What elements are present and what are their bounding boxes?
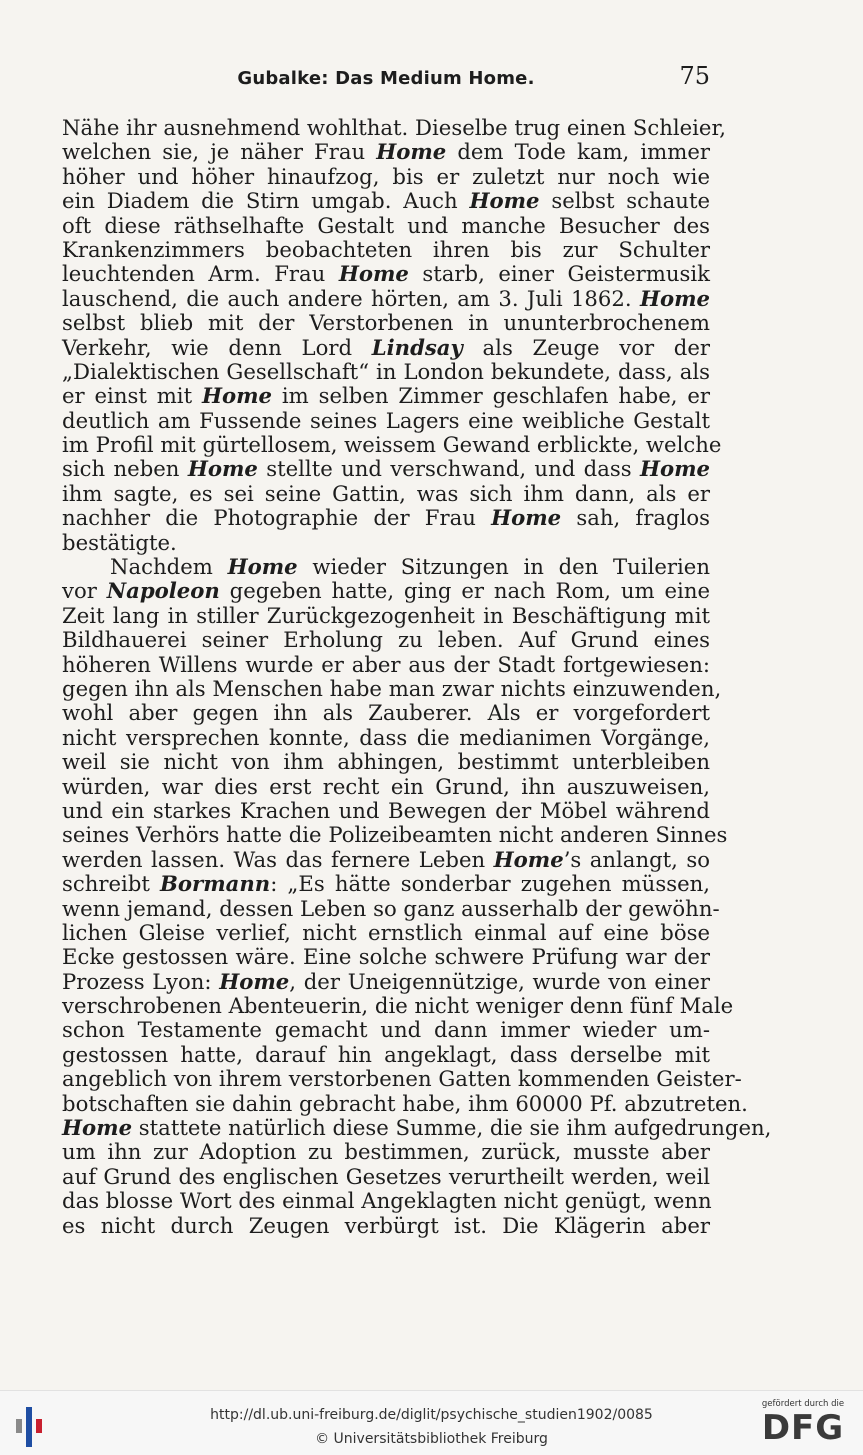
text-line	[62, 262, 710, 286]
name-emphasis: Home	[227, 554, 298, 580]
text-run: höher und höher hinaufzog, bis er zuletzt nur noch wie	[62, 163, 710, 189]
text-run: gegeben hatte, ging er nach Rom, um eine	[219, 578, 710, 604]
text-line	[62, 115, 727, 140]
text-run: es nicht durch Zeugen verbürgt ist. Die Klägerin aber	[62, 1212, 710, 1238]
name-emphasis: Home	[219, 968, 290, 994]
text-line	[62, 1090, 748, 1116]
text-run: ihm sagte, es sei seine Gattin, was sich ihm dann, als er	[62, 480, 710, 506]
text-run: sah, fraglos	[561, 505, 710, 531]
text-run: nachher die Photographie der Frau	[62, 505, 492, 531]
text-line	[62, 360, 710, 384]
text-line	[62, 872, 710, 896]
text-run: lichen Gleise verlief, nicht ernstlich einmal auf eine böse	[62, 919, 710, 945]
text-run: deutlich am Fussende seines Lagers eine weibliche Gestalt	[62, 407, 710, 433]
text-run: gestossen hatte, darauf hin angeklagt, dass derselbe mit	[62, 1041, 710, 1067]
text-line	[62, 1165, 710, 1189]
text-run: weil sie nicht von ihm abhingen, bestimmt unterbleiben	[62, 749, 710, 775]
text-run: „Dialektischen Gesellschaft“ in London bekundete, dass, als	[62, 358, 710, 384]
text-run: Verkehr, wie denn Lord	[62, 334, 372, 360]
text-line	[62, 750, 710, 774]
text-run: angeblich von ihrem verstorbenen Gatten kommenden Geister-	[62, 1066, 742, 1092]
name-emphasis: Home	[201, 383, 273, 409]
text-run: würden, war dies erst recht ein Grund, ihn auszuweisen,	[62, 773, 710, 799]
text-run: und ein starkes Krachen und Bewegen der Möbel während	[62, 797, 710, 823]
text-run: welchen sie, je näher Frau	[62, 139, 377, 165]
text-line	[62, 336, 710, 360]
text-run: botschaften sie dahin gebracht habe, ihm 60000 Pf. abzutreten.	[62, 1090, 748, 1116]
name-emphasis: Bormann	[160, 871, 271, 897]
text-run: Ecke gestossen wäre. Eine solche schwere Prüfung war der	[62, 944, 710, 970]
text-line	[62, 628, 710, 652]
viewer-footer	[0, 1390, 863, 1455]
text-line	[62, 726, 710, 750]
text-run: bestätigte.	[62, 529, 177, 555]
text-run: als Zeuge vor der	[462, 334, 710, 360]
text-run: im Profil mit gürtellosem, weissem Gewand erblickte, welche	[62, 432, 722, 458]
text-line	[62, 799, 710, 823]
name-emphasis: Home	[469, 188, 540, 214]
dfg-logo-text: DFG	[761, 1408, 845, 1448]
text-line	[62, 1140, 710, 1164]
text-run: dem Tode kam, immer	[446, 139, 710, 165]
name-emphasis: Home	[187, 456, 258, 482]
text-line	[62, 653, 710, 677]
text-run: nicht versprechen konnte, dass die medianimen Vorgänge,	[62, 724, 710, 750]
text-line	[62, 1018, 710, 1042]
text-line	[62, 701, 710, 725]
text-line	[62, 993, 734, 1019]
text-line	[62, 384, 710, 408]
text-run: wohl aber gegen ihn als Zauberer. Als er vorgefordert	[62, 700, 710, 726]
text-run: Krankenzimmers beobachteten ihren bis zur Schulter	[62, 236, 710, 262]
footer-copyright: © Universitätsbibliothek Freiburg	[315, 1431, 548, 1447]
text-run: Prozess Lyon:	[62, 968, 220, 994]
text-run: stellte und verschwand, und dass	[257, 456, 640, 482]
text-line	[62, 1066, 742, 1092]
text-line	[62, 822, 728, 848]
text-run: um ihn zur Adoption zu bestimmen, zurück, musste aber	[62, 1139, 710, 1165]
text-line	[62, 409, 710, 433]
body-text	[62, 115, 772, 1238]
name-emphasis: Home	[493, 846, 564, 872]
text-run: schon Testamente gemacht und dann immer wieder um-	[62, 1017, 710, 1043]
text-line	[62, 775, 710, 799]
text-line	[62, 287, 710, 311]
text-run: ’s anlangt, so	[563, 846, 710, 872]
text-line	[62, 531, 710, 555]
text-run: : „Es hätte sonderbar zugehen müssen,	[270, 871, 710, 897]
text-run: sich neben	[62, 456, 188, 482]
name-emphasis: Napoleon	[106, 578, 220, 604]
name-emphasis: Home	[376, 139, 447, 165]
text-run: Bildhauerei seiner Erholung zu leben. Auf Grund eines	[62, 627, 710, 653]
text-line	[62, 1115, 772, 1141]
footer-url[interactable]: http://dl.ub.uni-freiburg.de/diglit/psychische_studien1902/0085	[210, 1407, 653, 1423]
name-emphasis: Home	[639, 456, 710, 482]
text-run: er einst mit	[62, 383, 202, 409]
text-line	[62, 482, 710, 506]
text-line	[62, 140, 710, 164]
text-run: lauschend, die auch andere hörten, am 3. Juli 1862.	[62, 285, 640, 311]
dfg-logo-icon	[753, 1399, 853, 1447]
text-line	[62, 895, 720, 921]
text-run: verschrobenen Abenteuerin, die nicht weniger denn fünf Male	[62, 993, 734, 1019]
page-number: 75	[679, 62, 710, 90]
text-run: starb, einer Geistermusik	[408, 261, 710, 287]
text-line	[62, 945, 710, 969]
text-run: höheren Willens wurde er aber aus der Stadt fortgewiesen:	[62, 651, 710, 677]
text-run: gegen ihn als Menschen habe man zwar nichts einzuwenden,	[62, 675, 722, 701]
text-run: auf Grund des englischen Gesetzes verurtheilt werden, weil	[62, 1163, 710, 1189]
text-run: wenn jemand, dessen Leben so ganz ausserhalb der gewöhn-	[62, 895, 720, 921]
text-line	[62, 238, 710, 262]
text-run: Nachdem	[110, 554, 228, 580]
text-line	[62, 506, 710, 530]
text-line	[62, 1043, 710, 1067]
text-line	[62, 604, 710, 628]
text-line	[62, 214, 710, 238]
name-emphasis: Lindsay	[371, 334, 463, 360]
text-line	[62, 1214, 710, 1238]
text-run: Nähe ihr ausnehmend wohlthat. Dieselbe trug einen Schleier,	[62, 115, 727, 140]
text-run: im selben Zimmer geschlafen habe, er	[272, 383, 710, 409]
text-line	[62, 311, 710, 335]
text-line	[62, 432, 722, 458]
text-line	[62, 579, 710, 603]
name-emphasis: Home	[491, 505, 562, 531]
page-header	[62, 62, 710, 96]
text-run: das blosse Wort des einmal Angeklagten nicht genügt, wenn	[62, 1188, 712, 1214]
text-line	[62, 165, 710, 189]
text-line	[62, 921, 710, 945]
text-run: oft diese räthselhafte Gestalt und manche Besucher des	[62, 212, 710, 238]
text-line	[62, 189, 710, 213]
text-run: werden lassen. Was das fernere Leben	[62, 846, 494, 872]
text-line	[62, 457, 710, 481]
name-emphasis: Home	[639, 285, 710, 311]
text-line	[62, 848, 710, 872]
text-line	[62, 675, 722, 701]
running-head: Gubalke: Das Medium Home.	[237, 68, 535, 89]
name-emphasis: Home	[338, 261, 409, 287]
text-run: selbst blieb mit der Verstorbenen in ununterbrochenem	[62, 310, 710, 336]
text-run: vor	[62, 578, 107, 604]
name-emphasis: Home	[62, 1115, 133, 1141]
text-line	[62, 970, 710, 994]
text-run: ein Diadem die Stirn umgab. Auch	[62, 188, 470, 214]
text-line	[62, 1189, 710, 1213]
text-run: seines Verhörs hatte die Polizeibeamten nicht anderen Sinnes	[62, 822, 728, 848]
text-run: schreibt	[62, 871, 161, 897]
text-line	[62, 555, 710, 579]
text-run: , der Uneigennützige, wurde von einer	[289, 968, 711, 994]
text-run: wieder Sitzungen in den Tuilerien	[297, 554, 710, 580]
text-run: leuchtenden Arm. Frau	[62, 261, 339, 287]
dfg-caption: gefördert durch die	[761, 1399, 845, 1409]
text-run: stattete natürlich diese Summe, die sie ihm aufgedrungen,	[132, 1115, 772, 1141]
text-run: selbst schaute	[539, 188, 710, 214]
text-run: Zeit lang in stiller Zurückgezogenheit in Beschäftigung mit	[62, 602, 710, 628]
